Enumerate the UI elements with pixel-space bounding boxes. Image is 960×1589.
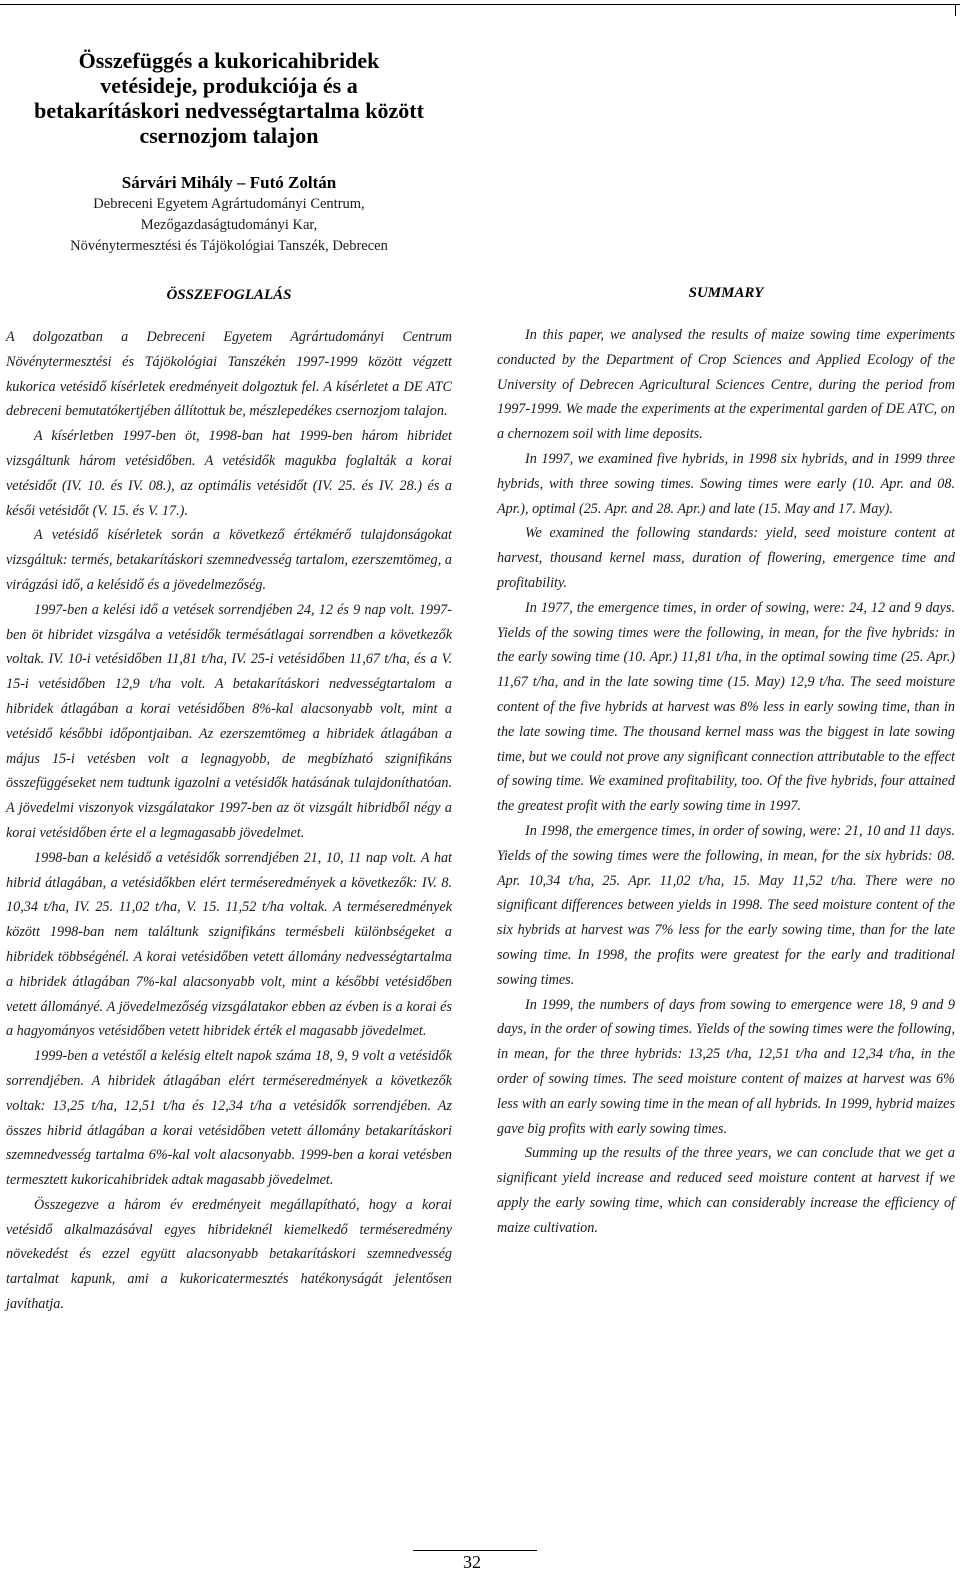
paragraph: Summing up the results of the three years, we can conclude that we get a significant yield increase and reduced seed moisture content at harvest if we apply the early sowing time, which can considerably increase the efficiency of maize cultivation. <box>497 1145 955 1236</box>
paragraph: In this paper, we analysed the results of maize sowing time experiments conducted by the Department of Crop Sciences and Applied Ecology of the University of Debrecen Agricultural Sciences Centre, during the period from 1997-1999. We made the experiments at the experimental garden of DE ATC, on a chernozem soil with lime deposits. <box>497 327 955 443</box>
corner-rule <box>955 4 956 16</box>
title-line: csernozjom talajon <box>139 123 319 148</box>
summary-en-body <box>497 323 955 1240</box>
top-rule <box>0 4 960 5</box>
page-number: 32 <box>463 1552 481 1572</box>
right-column <box>497 283 955 1240</box>
footer-rule <box>413 1550 537 1551</box>
summary-hu-heading: ÖSSZEFOGLALÁS <box>166 287 292 303</box>
title-line: vetésideje, produkciója és a <box>100 73 358 98</box>
paragraph: 1999-ben a vetéstől a kelésig eltelt napok száma 18, 9, 9 volt a vetésidők sorrendjében. A hibridek átlagában elért terméseredmények a következők voltak: 13,25 t/ha, 12,51 t/ha és 12,34 t/ha a vetésidők sorrendjében. Az összes hibrid átlagában a korai vetésidőben vetett állomány betakarításkori szemnedvesség tartalma 6%-kal volt alacsonyabb. 1999-ben a korai vetésben termesztett kukoricahibridek adtak magasabb jövedelmet. <box>6 1048 452 1189</box>
affiliation-line: Mezőgazdaságtudományi Kar, <box>140 217 318 233</box>
paragraph: In 1998, the emergence times, in order of sowing, were: 21, 10 and 11 days. Yields of the sowing times were the following, in mean, for the six hybrids: 08. Apr. 10,34 t/ha, 25. Apr. 11,02 t/ha, 15. May 11,52 t/ha. There were no significant differences between yields in 1998. The seed moisture content of the six hybrids at harvest was 7% less for the early sowing time, than for the late sowing time. In 1998, the profits were greatest for the early and traditional sowing times. <box>497 822 955 988</box>
paragraph: We examined the following standards: yield, seed moisture content at harvest, thousand kernel mass, duration of flowering, emergence time and profitability. <box>497 525 955 591</box>
title-line: betakarításkori nedvességtartalma között <box>34 98 424 123</box>
paragraph: In 1999, the numbers of days from sowing to emergence were 18, 9 and 9 days, in the order of sowing times. Yields of the sowing times were the following, in mean, for the three hybrids: 13,25 t/ha, 12,51 t/ha and 12,34 t/ha, in the order of sowing times. The seed moisture content of maizes at harvest was 6% less with an early sowing time in the mean of all hybrids. In 1999, hybrid maizes gave big profits with early sowing times. <box>497 996 955 1137</box>
paragraph: 1998-ban a kelésidő a vetésidők sorrendjében 21, 10, 11 nap volt. A hat hibrid átlagában, a vetésidőkben elért terméseredmények a következők: IV. 8. 10,34 t/ha, IV. 25. 11,02 t/ha, V. 15. 11,52 t/ha voltak. A terméseredmények között 1998-ban nem találtunk szignifikáns termésbeli különbségeket a hibridek többségénél. A korai vetésidőben vetett állomány nedvességtartalma a hibridek átlagában 7%-kal alacsonyabb volt, mint a későbbi vetésidőben vetett állományé. A jövedelmezőség vizsgálatakor ebben az évben is a korai és a hagyományos vetésidőben vetett hibridek érték el magasabb jövedelmet. <box>6 849 452 1040</box>
authors: Sárvári Mihály – Futó Zoltán <box>121 173 337 192</box>
paragraph: A kísérletben 1997-ben öt, 1998-ban hat 1999-ben három hibridet vizsgáltunk három vetésidőben. A vetésidők magukba foglalták a korai vetésidőt (IV. 10. és IV. 08.), az optimális vetésidőt (IV. 25. és IV. 28.) és a késői vetésidőt (V. 15. és V. 17.). <box>6 428 452 519</box>
paragraph: In 1997, we examined five hybrids, in 1998 six hybrids, and in 1999 three hybrids, with three sowing times. Sowing times were early (10. Apr. and 08. Apr.), optimal (25. Apr. and 28. Apr.) and late (15. May and 17. May). <box>497 450 955 517</box>
paragraph: A dolgozatban a Debreceni Egyetem Agrártudományi Centrum Növénytermesztési és Tájökológiai Tanszékén 1997-1999 között végzett kukorica vetésidő kísérletek eredményeit dolgoztuk fel. A kísérletet a DE ATC debreceni bemutatókertjében állítottuk be, mészlepedékes csernozjom talajon. <box>6 329 452 420</box>
affiliation-line: Debreceni Egyetem Agrártudományi Centrum, <box>93 196 365 212</box>
left-column <box>6 48 452 1317</box>
paragraph: 1997-ben a kelési idő a vetések sorrendjében 24, 12 és 9 nap volt. 1997-ben öt hibridet vizsgálva a vetésidők termésátlagai sorrendben a következők voltak. IV. 10-i vetésidőben 11,81 t/ha, IV. 25-i vetésidőben 11,67 t/ha, és a V. 15-i vetésidőben 12,9 t/ha volt. A betakarításkori nedvességtartalom a hibridek átlagában a korai vetésidőben 8%-kal alacsonyabb volt, mint a vetésidő későbbi időpontjaiban. Az ezerszemtömeg a hibridek átlagában a május 15-i vetésben volt a legnagyobb, de megbízható szignifikáns összefüggéseket nem tudtunk igazolni a vetésidők hatásának tulajdoníthatóan. A jövedelmi viszonyok vizsgálatakor 1997-ben az öt vizsgált hibridből négy a korai vetésidőben érte el a legmagasabb jövedelmet. <box>6 601 452 841</box>
title-line: Összefüggés a kukoricahibridek <box>78 48 380 73</box>
paper-title <box>6 48 452 148</box>
summary-hu-body <box>6 325 452 1317</box>
summary-en-heading: SUMMARY <box>688 285 764 301</box>
paragraph: A vetésidő kísérletek során a következő értékmérő tulajdonságokat vizsgáltuk: termés, betakarításkori szemnedvesség tartalom, ezerszemtömeg, a virágzási idő, a kelésidő és a jövedelmezőség. <box>6 527 452 593</box>
paragraph: In 1977, the emergence times, in order of sowing, were: 24, 12 and 9 days. Yields of the sowing times were the following, in mean, for the five hybrids: in the early sowing time (10. Apr.) 11,81 t/ha, in the optimal sowing time (25. Apr.) 11,67 t/ha, and in the late sowing time (15. May) 12,9 t/ha. The seed moisture content of the five hybrids at harvest was 8% less in early sowing time, than in the late sowing time. The thousand kernel mass was the biggest in late sowing time, but we could not prove any significant connection attributable to the effect of sowing time. We examined profitability, too. Of the five hybrids, four attained the greatest profit with the early sowing time in 1997. <box>497 599 955 815</box>
affiliation <box>6 194 452 257</box>
affiliation-line: Növénytermesztési és Tájökológiai Tanszék, Debrecen <box>70 238 388 254</box>
paragraph: Összegezve a három év eredményeit megállapítható, hogy a korai vetésidő alkalmazásával egyes hibrideknél kiemelkedő terméseredmény növekedést és ezzel együtt alacsonyabb betakarításkori szemnedvesség tartalmat kapunk, ami a kukoricatermesztés hatékonyságát jelentősen javíthatja. <box>6 1196 452 1313</box>
